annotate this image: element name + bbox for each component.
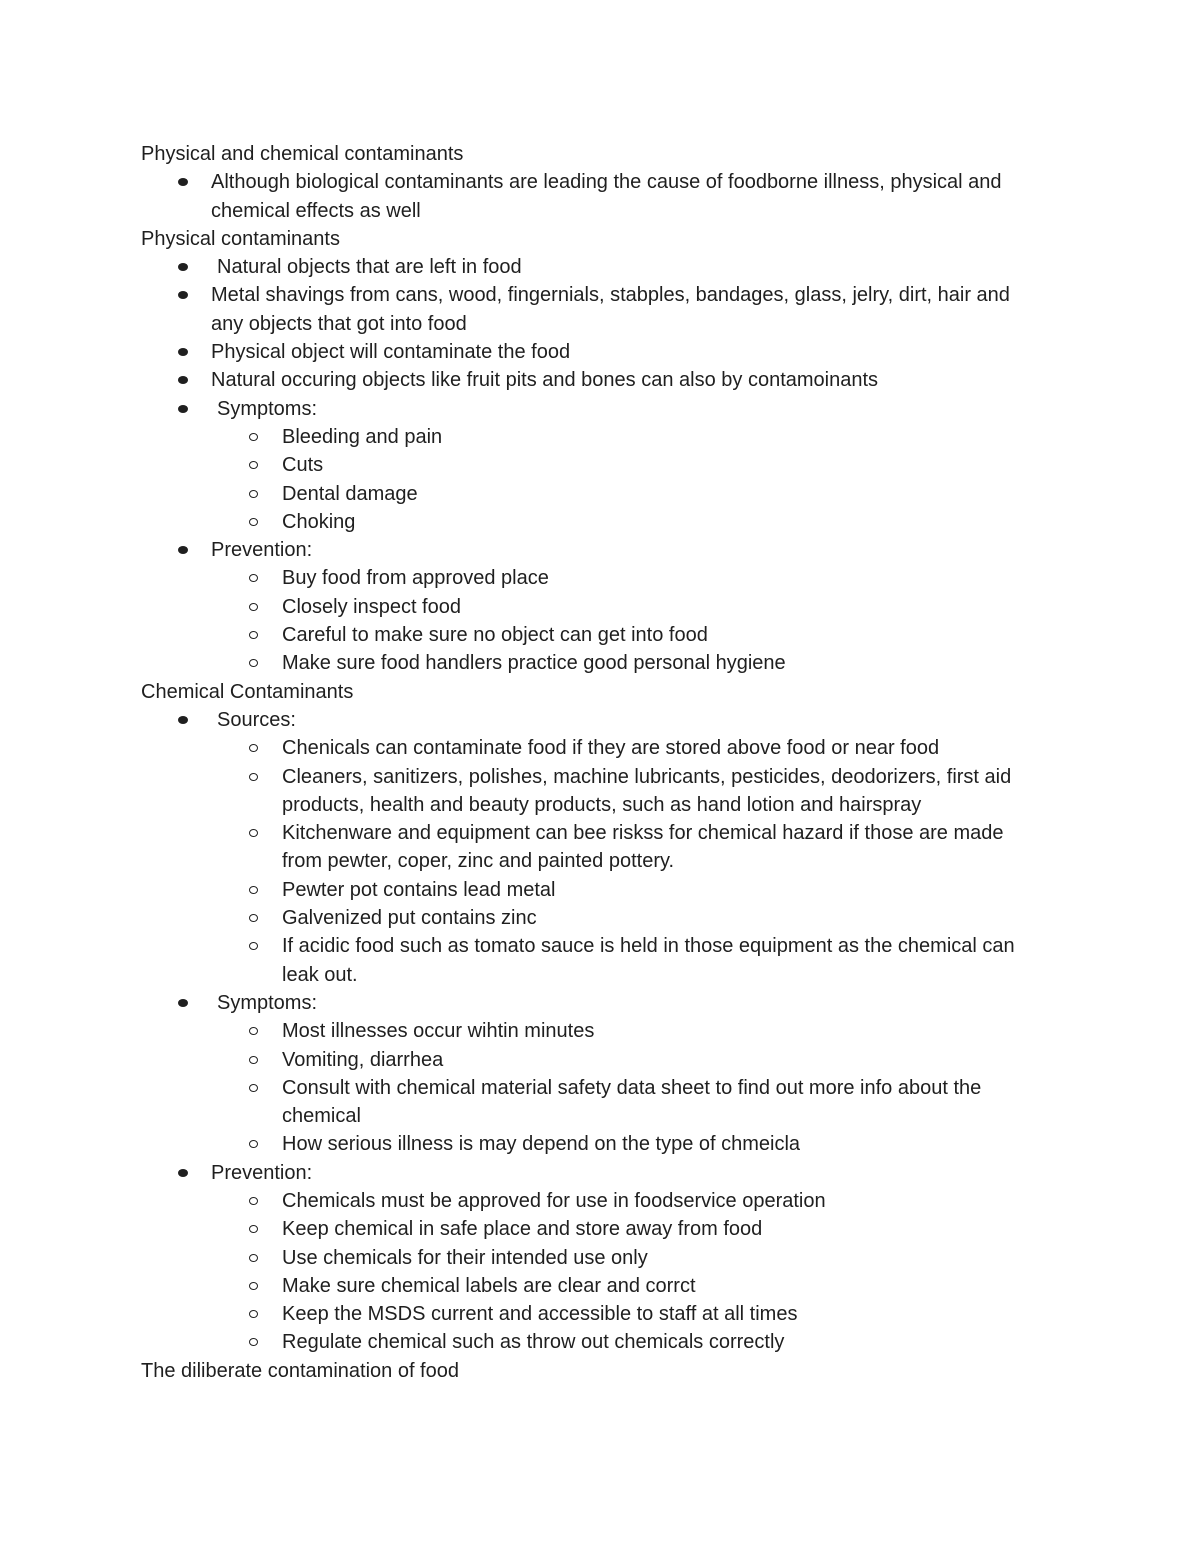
sub-list-item (211, 564, 1041, 592)
sub-list-item-text: Cleaners, sanitizers, polishes, machine lubricants, pesticides, deodorizers, first aid products, health and beauty products, such as hand lotion and hairspray (282, 765, 1012, 816)
sub-list-item-text: Use chemicals for their intended use only (282, 1246, 648, 1269)
hollow-bullet-icon (249, 886, 258, 894)
bullet-icon (178, 405, 188, 413)
sub-list-item (211, 904, 1041, 932)
hollow-bullet-icon (249, 1254, 258, 1262)
sub-list-item-text: Dental damage (282, 482, 418, 505)
list-item (141, 1159, 1041, 1357)
list-item-text: Prevention: (211, 539, 313, 562)
bullet-icon (178, 291, 188, 299)
sub-list-item (211, 593, 1041, 621)
bullet-icon (178, 376, 188, 384)
bullet-icon (178, 348, 188, 356)
sub-list-item-text: Keep chemical in safe place and store away from food (282, 1218, 763, 1241)
sub-list-item (211, 1046, 1041, 1074)
list-item-text: Sources: (217, 708, 296, 731)
sub-list-item-text: Consult with chemical material safety data sheet to find out more info about the chemical (282, 1076, 982, 1128)
hollow-bullet-icon (249, 1197, 258, 1205)
hollow-bullet-icon (249, 574, 258, 582)
sub-list-item-text: Careful to make sure no object can get into food (282, 624, 708, 647)
sub-list-item (211, 649, 1041, 677)
sub-list-item (211, 621, 1041, 649)
sub-list (141, 564, 1041, 677)
section-heading: The diliberate contamination of food (141, 1359, 459, 1382)
hollow-bullet-icon (249, 461, 258, 469)
sub-list-item (211, 1017, 1041, 1045)
hollow-bullet-icon (249, 942, 258, 950)
sub-list-item (211, 734, 1041, 762)
hollow-bullet-icon (249, 773, 258, 781)
sub-list (141, 1017, 1041, 1158)
sub-list-item-text: Bleeding and pain (282, 425, 443, 448)
hollow-bullet-icon (249, 1027, 258, 1035)
hollow-bullet-icon (249, 1140, 258, 1148)
list-item-text: Physical object will contaminate the food (211, 341, 571, 364)
list-item (141, 281, 1041, 338)
list-item-text: Symptoms: (217, 397, 318, 420)
hollow-bullet-icon (249, 518, 258, 526)
list-item-text: Symptoms: (217, 991, 318, 1014)
sub-list-item (211, 1244, 1041, 1272)
list-item (141, 366, 1041, 394)
section-heading: Physical and chemical contaminants (141, 143, 464, 165)
hollow-bullet-icon (249, 659, 258, 667)
sub-list-item-text: How serious illness is may depend on the type of chmeicla (282, 1133, 801, 1156)
sub-list-item (211, 819, 1041, 876)
sub-list-item-text: If acidic food such as tomato sauce is held in those equipment as the chemical can leak out. (282, 935, 1015, 986)
sub-list-item (211, 876, 1041, 904)
sub-list-item-text: Most illnesses occur wihtin minutes (282, 1020, 595, 1043)
bullet-icon (178, 178, 188, 186)
hollow-bullet-icon (249, 1338, 258, 1346)
sub-list-item-text: Make sure food handlers practice good personal hygiene (282, 652, 786, 675)
sub-list-item (211, 1300, 1041, 1328)
list-item-text: Prevention: (211, 1161, 313, 1184)
sub-list-item (211, 1215, 1041, 1243)
sub-list-item (211, 1074, 1041, 1131)
list-item-text: Natural objects that are left in food (217, 256, 522, 279)
bullet-list (141, 253, 1041, 677)
list-item-text: Although biological contaminants are leading the cause of foodborne illness, physical and chemical effects as well (211, 171, 1002, 222)
hollow-bullet-icon (249, 1225, 258, 1233)
hollow-bullet-icon (249, 631, 258, 639)
sub-list-item (211, 480, 1041, 508)
sub-list-item-text: Pewter pot contains lead metal (282, 878, 556, 901)
sub-list-item (211, 508, 1041, 536)
hollow-bullet-icon (249, 603, 258, 611)
hollow-bullet-icon (249, 433, 258, 441)
sub-list-item-text: Galvenized put contains zinc (282, 907, 537, 930)
hollow-bullet-icon (249, 1084, 258, 1092)
sub-list-item-text: Vomiting, diarrhea (282, 1048, 444, 1071)
list-item (141, 395, 1041, 536)
hollow-bullet-icon (249, 1310, 258, 1318)
list-item (141, 168, 1041, 225)
hollow-bullet-icon (249, 914, 258, 922)
section-heading: Physical contaminants (141, 227, 340, 250)
sub-list-item (211, 763, 1041, 820)
list-item-text: Natural occuring objects like fruit pits and bones can also by contamoinants (211, 369, 879, 392)
hollow-bullet-icon (249, 1282, 258, 1290)
sub-list-item (211, 451, 1041, 479)
sub-list-item-text: Buy food from approved place (282, 567, 549, 590)
list-item (141, 536, 1041, 677)
list-item (141, 338, 1041, 366)
list-item (141, 706, 1041, 989)
sub-list-item-text: Chenicals can contaminate food if they are stored above food or near food (282, 737, 940, 760)
sub-list-item-text: Chemicals must be approved for use in foodservice operation (282, 1189, 826, 1212)
sub-list-item (211, 1328, 1041, 1356)
sub-list-item-text: Kitchenware and equipment can bee riskss for chemical hazard if those are made from pewter, coper, zinc and painted pottery. (282, 822, 1004, 873)
sub-list-item (211, 1187, 1041, 1215)
bullet-icon (178, 263, 188, 271)
hollow-bullet-icon (249, 1056, 258, 1064)
bullet-icon (178, 1169, 188, 1177)
list-item (141, 253, 1041, 281)
sub-list (141, 734, 1041, 989)
hollow-bullet-icon (249, 744, 258, 752)
sub-list-item (211, 1130, 1041, 1158)
bullet-icon (178, 546, 188, 554)
list-item-text: Metal shavings from cans, wood, fingernials, stabples, bandages, glass, jelry, dirt, hair and any objects that got into food (211, 284, 1010, 335)
sub-list-item (211, 932, 1041, 989)
bullet-list (141, 168, 1041, 225)
hollow-bullet-icon (249, 829, 258, 837)
list-item (141, 989, 1041, 1159)
section-heading: Chemical Contaminants (141, 680, 354, 703)
document-body (141, 140, 1041, 1385)
sub-list-item (211, 423, 1041, 451)
hollow-bullet-icon (249, 490, 258, 498)
sub-list-item-text: Regulate chemical such as throw out chemicals correctly (282, 1331, 785, 1354)
sub-list (141, 1187, 1041, 1357)
sub-list-item-text: Closely inspect food (282, 595, 461, 618)
sub-list-item-text: Cuts (282, 454, 324, 477)
bullet-icon (178, 999, 188, 1007)
sub-list-item (211, 1272, 1041, 1300)
sub-list-item-text: Make sure chemical labels are clear and corrct (282, 1274, 696, 1297)
bullet-icon (178, 716, 188, 724)
sub-list-item-text: Keep the MSDS current and accessible to staff at all times (282, 1303, 798, 1326)
sub-list-item-text: Choking (282, 510, 356, 533)
bullet-list (141, 706, 1041, 1357)
sub-list (141, 423, 1041, 536)
